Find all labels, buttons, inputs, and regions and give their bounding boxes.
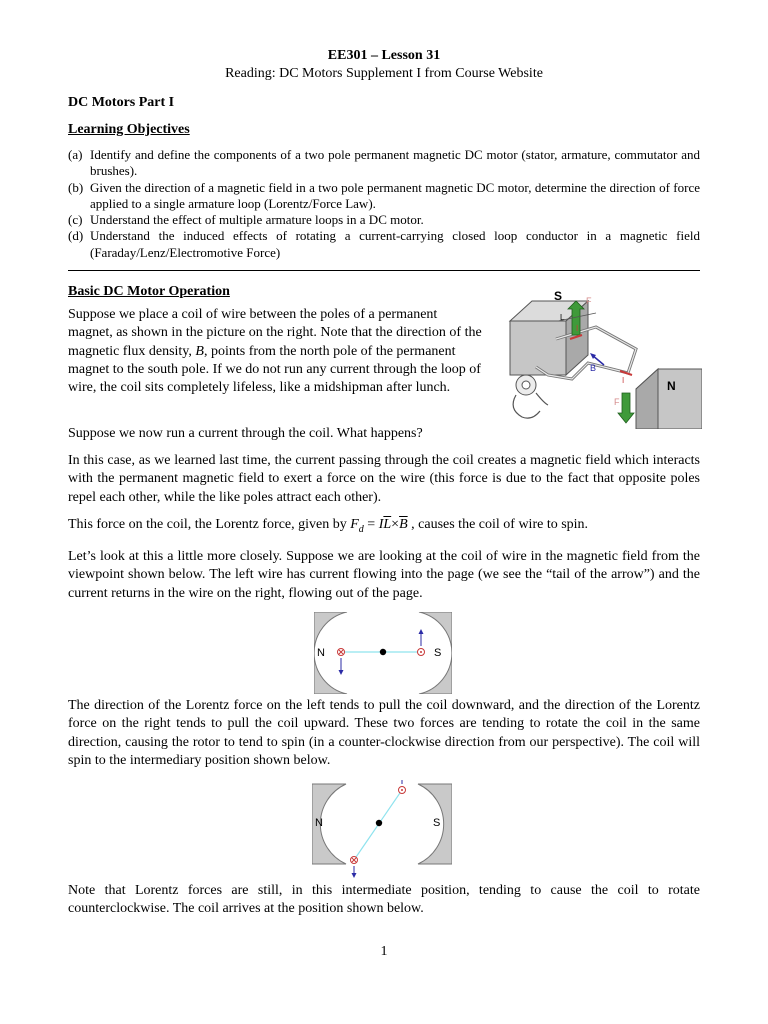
dot-mark bbox=[401, 789, 403, 791]
brush-lead-2 bbox=[536, 393, 548, 405]
label-f-top: F bbox=[586, 296, 592, 306]
label-l: L bbox=[560, 313, 565, 322]
coil-diagram-horizontal bbox=[314, 612, 452, 694]
intermediate-paragraph: Note that Lorentz forces are still, in this intermediate position, tending to cause the coil to rotate counterclockwise. The coil arrives at the position shown below. bbox=[68, 883, 700, 917]
label-b: B bbox=[590, 363, 597, 373]
label-i-top: I bbox=[576, 324, 579, 333]
brush-lead bbox=[513, 395, 540, 418]
label-s: S bbox=[433, 817, 441, 829]
formula-subscript: d bbox=[358, 523, 364, 535]
force-arrow-down bbox=[618, 393, 634, 423]
objectives-heading: Learning Objectives bbox=[68, 122, 190, 137]
divider bbox=[68, 270, 700, 271]
objective-label: (b) bbox=[68, 179, 84, 195]
viewpoint-paragraph: Let’s look at this a little more closely. Suppose we are looking at the coil of wire in the magnetic field from the viewpoint shown below. The left wire has current flowing into the page (we see the “tail of the arrow”) and the current returns in the wire on the right, flowing out of the page. bbox=[68, 549, 700, 601]
section-title: DC Motors Part I bbox=[68, 95, 175, 110]
formula-current: I bbox=[378, 517, 384, 532]
label-s: S bbox=[434, 647, 442, 659]
objective-text: Identify and define the components of a two pole permanent magnetic DC motor (stator, armature, commutator and brushes). bbox=[90, 147, 700, 179]
lorentz-text-2: , causes the coil of wire to spin. bbox=[407, 517, 589, 532]
course-title: EE301 – Lesson 31 bbox=[327, 48, 441, 63]
force-arrowhead-down bbox=[339, 670, 344, 675]
label-n: N bbox=[667, 379, 676, 393]
objective-text: Understand the induced effects of rotating a current-carrying closed loop conductor in a magnetic field (Faraday/Lenz/Electromotive Force) bbox=[90, 228, 700, 260]
force-arrowhead-up bbox=[419, 629, 424, 634]
objective-text: Understand the effect of multiple armature loops in a DC motor. bbox=[90, 212, 424, 228]
objective-item bbox=[68, 228, 700, 261]
formula-equals: = bbox=[363, 517, 379, 532]
dc-motor-illustration bbox=[496, 283, 702, 429]
coil-diagram-intermediate bbox=[312, 780, 452, 880]
objective-label: (d) bbox=[68, 228, 84, 244]
intro-text-1: Suppose we place a coil of wire between the poles of a permanent magnet, as shown in the picture on the right. Note that the direction of the magnetic flux density, bbox=[68, 307, 482, 359]
objective-item bbox=[68, 180, 700, 213]
label-n: N bbox=[315, 817, 323, 829]
page-number: 1 bbox=[380, 944, 388, 959]
objective-label: (a) bbox=[68, 147, 83, 162]
question-paragraph: Suppose we now run a current through the coil. What happens? bbox=[68, 426, 423, 441]
formula-field: $\overline{B}$ bbox=[399, 517, 408, 532]
label-s: S bbox=[554, 289, 563, 303]
label-i-bottom: I bbox=[622, 376, 625, 385]
reading-line: Reading: DC Motors Supplement I from Course Website bbox=[225, 66, 543, 81]
intro-paragraph bbox=[68, 306, 482, 397]
objective-text: Given the direction of a magnetic field in a two pole permanent magnetic DC motor, determine the direction of force applied to a single armature loop (Lorentz/Force Law). bbox=[90, 179, 700, 211]
objective-item bbox=[68, 147, 700, 180]
lorentz-direction-paragraph: The direction of the Lorentz force on the left tends to pull the coil downward, and the direction of the Lorentz force on the right tends to pull the coil upward. These two forces are tending to rotate the coil in the same direction, causing the rotor to tend to spin (in a counter-clockwise direction from our perspective). The coil will spin to the intermediary position shown below. bbox=[68, 698, 700, 768]
operation-heading: Basic DC Motor Operation bbox=[68, 284, 230, 299]
north-pole-side bbox=[636, 369, 658, 429]
formula-length: $\overline{L}$ bbox=[383, 517, 392, 532]
dot-mark bbox=[420, 651, 422, 653]
objective-item bbox=[68, 212, 700, 228]
objectives-list bbox=[68, 147, 700, 261]
formula-cross: × bbox=[391, 517, 400, 532]
lorentz-text-1: This force on the coil, the Lorentz force, given by bbox=[68, 517, 351, 532]
rotor-axis bbox=[380, 649, 386, 655]
flux-symbol: B bbox=[195, 343, 204, 359]
explanation-paragraph: In this case, as we learned last time, the current passing through the coil creates a magnetic field which interacts with the permanent magnetic field to exert a force on the wire (this force is due to the fact that opposite poles repel each other, while the like poles attract each other). bbox=[68, 453, 700, 505]
lorentz-paragraph bbox=[68, 516, 700, 539]
intro-text-2: , points from the north pole of the permanent magnet to the south pole. If we do not run any current through the loop of wire, the coil sits completely lifeless, like a midshipman after lunch. bbox=[68, 343, 481, 396]
rotor-axis bbox=[376, 820, 382, 826]
label-n: N bbox=[317, 647, 325, 659]
label-f-bottom: F bbox=[614, 397, 620, 407]
formula-force: F bbox=[350, 517, 359, 532]
objective-label: (c) bbox=[68, 212, 83, 228]
commutator-hub bbox=[522, 381, 530, 389]
force-arrowhead-down bbox=[352, 873, 357, 878]
